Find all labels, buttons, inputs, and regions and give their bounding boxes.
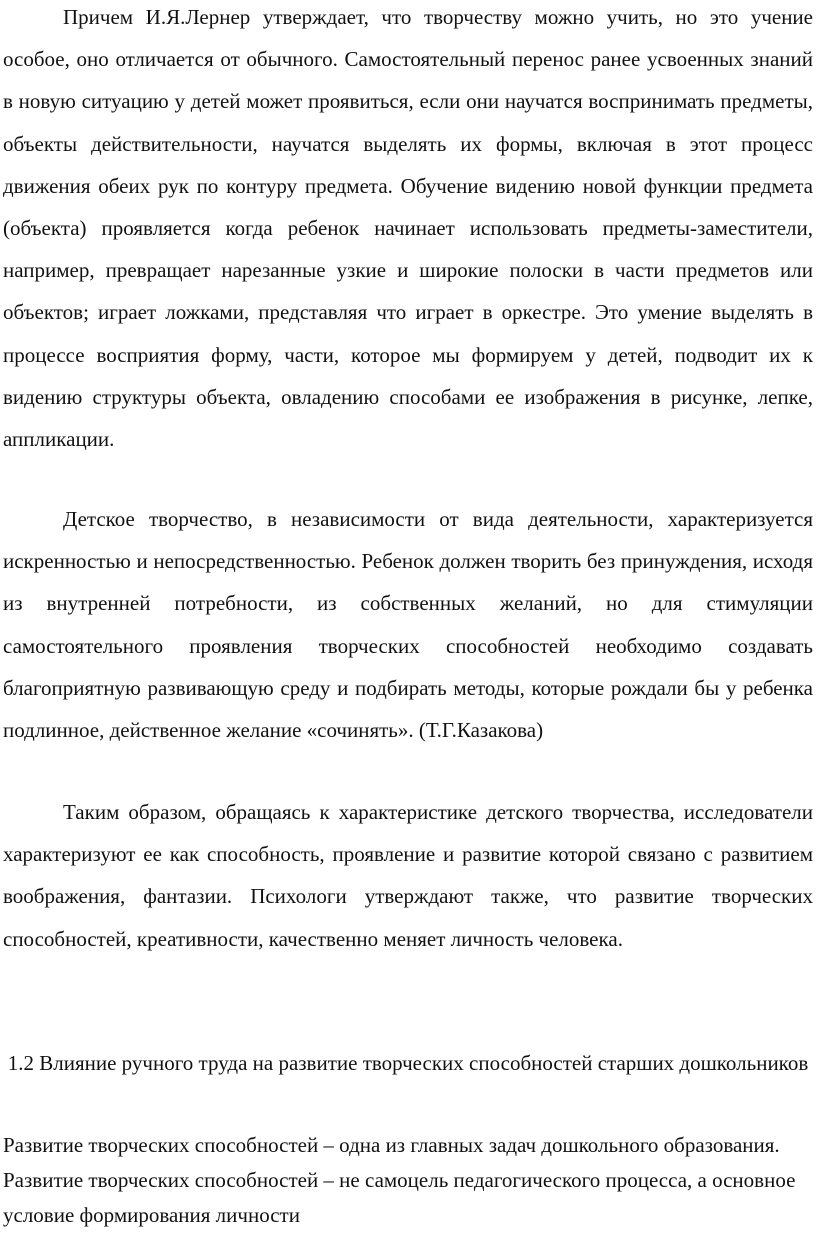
body-paragraph: Детское творчество, в независимости от вида деятельности, характеризуется искренностью и непосредственностью. Ребенок должен творить без принуждения, исходя из внутренней потребности, из собственных желаний, но для стимуляции самостоятельного проявления творческих способностей необходимо создавать благоприятную развивающую среду и подбирать методы, которые рождали бы у ребенка подлинное, действенное желание «сочинять». (Т.Г.Казакова) (3, 507, 813, 743)
section-paragraph: Развитие творческих способностей – одна из главных задач дошкольного образования. Развитие творческих способностей – не самоцель педагогического процесса, а основное условие формирования личности (3, 1133, 796, 1227)
section-heading: 1.2 Влияние ручного труда на развитие творческих способностей старших дошкольников (7, 1051, 809, 1075)
body-paragraph: Причем И.Я.Лернер утверждает, что творчеству можно учить, но это учение особое, оно отличается от обычного. Самостоятельный перенос ранее усвоенных знаний в новую ситуацию у детей может проявиться, если они научатся воспринимать предметы, объекты действительности, научатся выделять их формы, включая в этот процесс движения обеих рук по контуру предмета. Обучение видению новой функции предмета (объекта) проявляется когда ребенок начинает использовать предметы-заместители, например, превращает нарезанные узкие и широкие полоски в части предметов или объектов; играет ложками, представляя что играет в оркестре. Это умение выделять в процессе восприятия форму, части, которое мы формируем у детей, подводит их к видению структуры объекта, овладению способами ее изображения в рисунке, лепке, аппликации. (3, 5, 813, 452)
body-paragraph: Таким образом, обращаясь к характеристике детского творчества, исследователи характеризуют ее как способность, проявление и развитие которой связано с развитием воображения, фантазии. Психологи утверждают также, что развитие творческих способностей, креативности, качественно меняет личность человека. (3, 800, 813, 951)
